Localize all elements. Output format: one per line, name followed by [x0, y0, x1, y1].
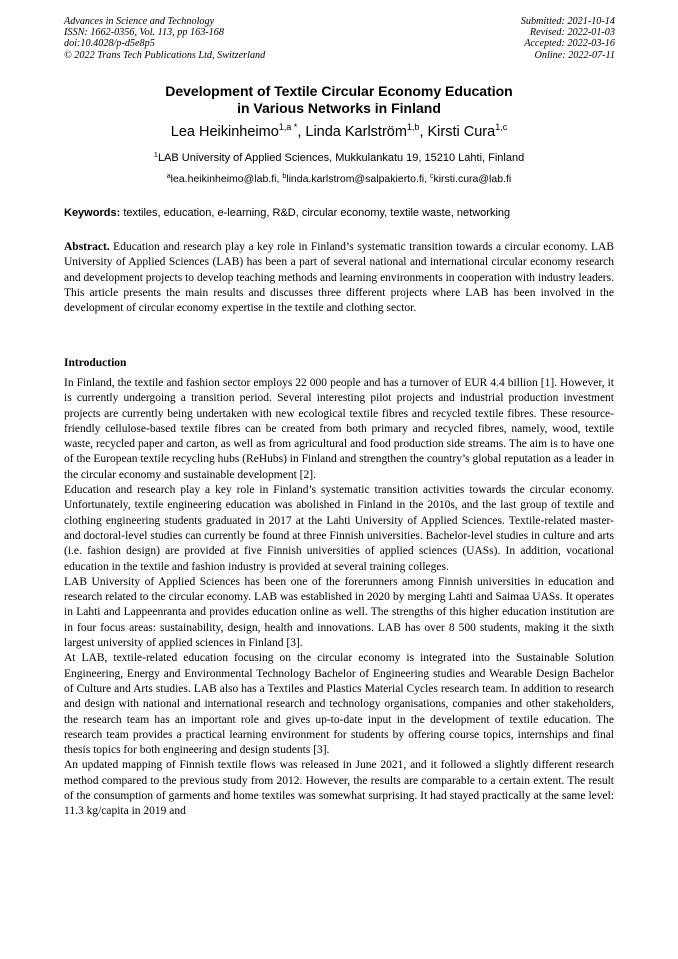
author-name: Lea Heikinheimo: [170, 124, 279, 140]
date-online: Online: 2022-07-11: [534, 49, 615, 61]
section-heading-introduction: Introduction: [64, 357, 127, 369]
title-line-2: in Various Networks in Finland: [237, 100, 441, 116]
affiliation-text: LAB University of Applied Sciences, Mukkulankatu 19, 15210 Lahti, Finland: [157, 152, 525, 164]
email-mark: b: [282, 173, 287, 180]
author-list: Lea Heikinheimo$^{1,a *}$, Linda Karlström$^{1,b}$, Kirsti Cura$^{1,c}$: [170, 122, 508, 140]
abstract: [64, 240, 614, 316]
title-line-1: Development of Textile Circular Economy Education: [165, 83, 513, 99]
keywords-text: textiles, education, e-learning, R&D, circular economy, textile waste, networking: [123, 207, 511, 219]
date-submitted: Submitted: 2021-10-14: [520, 16, 615, 27]
abstract-text: Education and research play a key role in Finland’s systematic transition towards a circular economy. LAB University of Applied Sciences (LAB) has been a part of several national and international circular economy research and development projects to develop teaching methods and learning environments in cooperation with industry leaders. This article presents the main results and discusses three different projects where LAB has been involved in the development of circular economy expertise in the textile and clothing sector.: [64, 241, 615, 315]
email-mark: c: [429, 173, 434, 180]
email-address[interactable]: lea.heikinheimo@lab.fi: [170, 173, 277, 185]
paragraph: LAB University of Applied Sciences has been one of the forerunners among Finnish universities in education and research related to the circular economy. LAB was established in 2020 by merging Lahti and Saimaa UASs. It operates in Lahti and Lappeenranta and provides education online as well. The strengths of this higher education institution are in four focus areas: sustainability, design, health and innovations. LAB has over 8 500 students, making it the sixth largest university of applied sciences in Finland [3].: [64, 575, 614, 650]
author-name: Linda Karlström: [305, 124, 407, 140]
date-accepted: Accepted: 2022-03-16: [524, 38, 615, 50]
journal-info: [64, 16, 265, 61]
publication-dates: [521, 16, 615, 61]
affiliation-mark: 1: [153, 150, 158, 159]
keywords: [64, 206, 616, 220]
email-address[interactable]: linda.karlstrom@salpakierto.fi: [286, 173, 425, 185]
journal-doi: doi:10.4028/p-d5e8p5: [64, 38, 155, 50]
journal-copyright: © 2022 Trans Tech Publications Ltd, Switzerland: [64, 49, 266, 61]
paper-title: [40, 83, 638, 117]
paragraph: At LAB, textile-related education focusing on the circular economy is integrated into the Sustainable Solution Engineering, Energy and Environmental Technology Bachelor of Engineering studies and Wearable Design Bachelor of Culture and Arts studies. LAB also has a Textiles and Plastics Material Cycles research team. In addition to research and design with national and international research and technology organisations, companies and other stakeholders, the research team has an important role and gives up-to-date input in the development of textile education. The research team provides a practical learning environment for students by offering course topics, internships and final thesis topics for both engineering and design students [3].: [64, 652, 614, 757]
keywords-label: Keywords:: [64, 207, 121, 219]
introduction-body: [64, 376, 614, 820]
author-affil-mark: 1,c: [495, 122, 508, 132]
journal-name: Advances in Science and Technology: [64, 16, 215, 27]
journal-issn: ISSN: 1662-0356, Vol. 113, pp 163-168: [64, 27, 224, 39]
paragraph: Education and research play a key role in Finland’s systematic transition activities towards the circular economy. Unfortunately, textile engineering education was abolished in Finland in the 2010s, and the last group of textile and clothing engineering students graduated in 2017 at the Lahti University of Applied Sciences. Textile-related master- and doctoral-level studies can currently be found at three Finnish universities. Bachelor-level studies in culture and arts (i.e. fashion design) are provided at five Finnish universities of applied sciences (UASs). In addition, vocational education in the textile and fashion industry is provided at several training colleges.: [64, 484, 614, 573]
paragraph: An updated mapping of Finnish textile flows was released in June 2021, and it followed a slightly different research method compared to the previous study from 2012. However, the results are comparable to a certain extent. The result of the consumption of garments and home textiles was somewhat surprising. It had stayed practically at the same level: 11.3 kg/capita in 2019 and: [64, 759, 614, 818]
abstract-label: Abstract.: [64, 241, 110, 253]
email-address[interactable]: kirsti.cura@lab.fi: [433, 173, 512, 185]
paragraph: In Finland, the textile and fashion sector employs 22 000 people and has a turnover of EUR 4.4 billion [1]. However, it is currently undergoing a transition period. Several interesting pilot projects and industrial production investment projects are currently being undertaken with new ecological textile fibres and recycled textile fibres. These resource-friendly cellulose-based textile fibres can be created from both primary and recycled fibres, namely, wood, textile waste, recycled paper and carton, as well as from agricultural and food production side streams. The aim is to have one of the European textile recycling hubs (ReHubs) in Finland and strengthen the country’s global reputation as a leader in the circular economy and sustainable development [2].: [64, 377, 614, 481]
email-mark: a: [166, 173, 171, 180]
date-revised: Revised: 2022-01-03: [529, 27, 615, 39]
author-emails: $^a$lea.heikinheimo@lab.fi, $^b$linda.karlstrom@salpakierto.fi, $^c$kirsti.cura@lab.fi: [166, 173, 512, 185]
author-affil-mark: 1,b: [406, 122, 420, 132]
author-affil-mark: 1,a *: [278, 122, 298, 132]
affiliation: [40, 151, 638, 165]
author-name: Kirsti Cura: [427, 124, 496, 140]
